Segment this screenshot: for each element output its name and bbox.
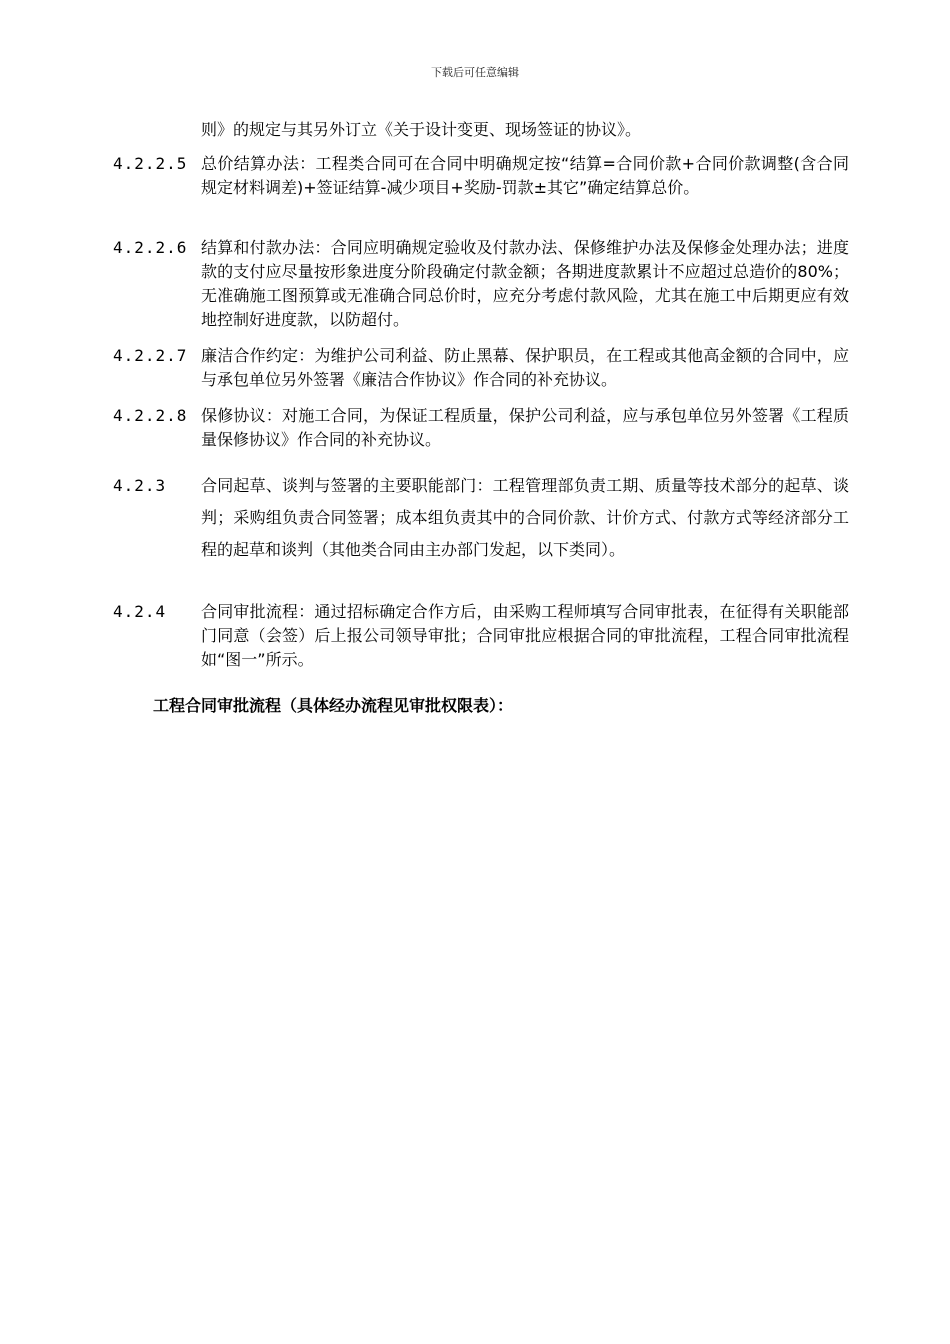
clause-text: 结算和付款办法：合同应明确规定验收及付款办法、保修维护办法及保修金处理办法；进度款的支付应尽量按形象进度分阶段确定付款金额；各期进度款累计不应超过总造价的80%；无准确施工图预算或无准确合同总价时，应充分考虑付款风险，尤其在施工中后期更应有效地控制好进度款，以防超付。 xyxy=(201,238,849,329)
clause-text: 保修协议：对施工合同，为保证工程质量，保护公司利益，应与承包单位另外签署《工程质量保修协议》作合同的补充协议。 xyxy=(201,406,849,449)
clause-4-2-2-5 xyxy=(113,152,853,224)
clause-4-2-2-8 xyxy=(113,404,853,452)
clause-4-2-4 xyxy=(113,600,853,672)
clause-4-2-2-7 xyxy=(113,344,853,392)
clause-text: 合同起草、谈判与签署的主要职能部门：工程管理部负责工期、质量等技术部分的起草、谈判；采购组负责合同签署；成本组负责其中的合同价款、计价方式、付款方式等经济部分工程的起草和谈判（其他类合同由主办部门发起，以下类同）。 xyxy=(201,476,849,559)
clause-number: 4.2.3 xyxy=(113,476,167,495)
clause-4-2-3 xyxy=(113,470,853,598)
continuation-paragraph: 则》的规定与其另外订立《关于设计变更、现场签证的协议》。 xyxy=(201,120,642,139)
clause-text: 合同审批流程：通过招标确定合作方后，由采购工程师填写合同审批表，在征得有关职能部门同意（会签）后上报公司领导审批；合同审批应根据合同的审批流程，工程合同审批流程如“图一”所示。 xyxy=(201,602,849,669)
clause-number: 4.2.4 xyxy=(113,602,167,621)
clause-text: 廉洁合作约定：为维护公司利益、防止黑幕、保护职员，在工程或其他高金额的合同中，应与承包单位另外签署《廉洁合作协议》作合同的补充协议。 xyxy=(201,346,849,389)
clause-number: 4.2.2.5 xyxy=(113,154,188,173)
section-heading: 工程合同审批流程（具体经办流程见审批权限表）： xyxy=(153,696,514,715)
clause-number: 4.2.2.8 xyxy=(113,406,188,425)
clause-text: 总价结算办法：工程类合同可在合同中明确规定按“结算=合同价款+合同价款调整(含合同规定材料调差)+签证结算-减少项目+奖励-罚款±其它”确定结算总价。 xyxy=(201,154,849,197)
clause-number: 4.2.2.7 xyxy=(113,346,188,365)
page-header: 下载后可任意编辑 xyxy=(431,66,519,79)
clause-4-2-2-6 xyxy=(113,236,853,332)
clause-number: 4.2.2.6 xyxy=(113,238,188,257)
